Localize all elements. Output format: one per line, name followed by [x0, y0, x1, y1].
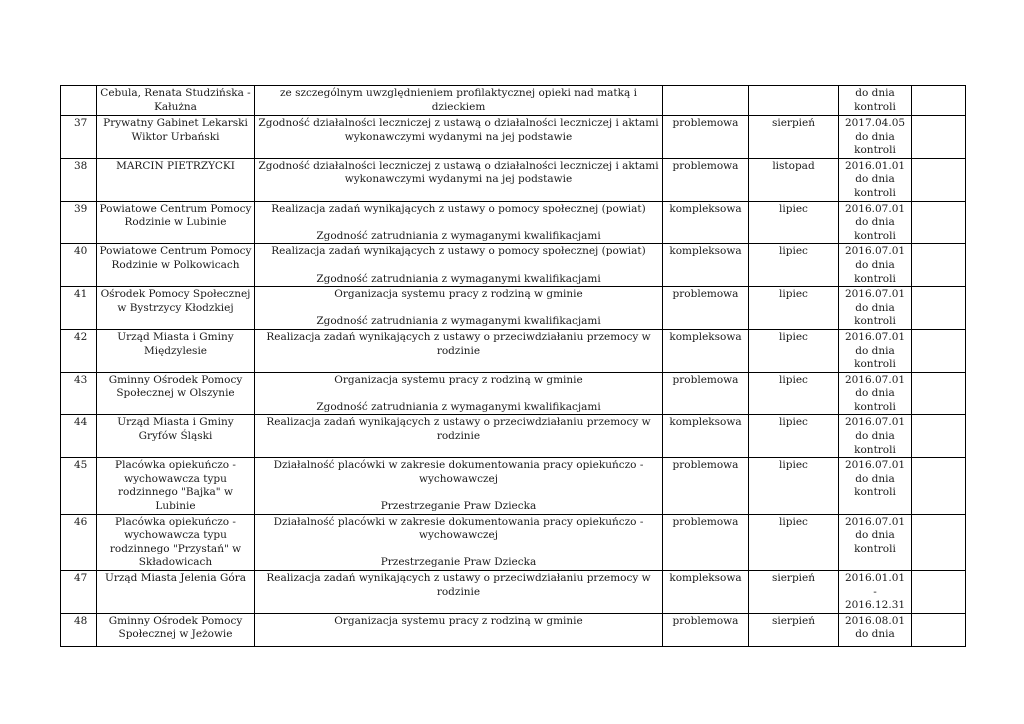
subject-text: Przestrzeganie Praw Dziecka [380, 556, 537, 569]
inspection-table [60, 85, 966, 647]
row-number-cell: 44 [61, 415, 97, 458]
period-text: 2016.07.01 [844, 330, 906, 343]
month-cell: lipiec [749, 458, 839, 514]
subject-text: Realizacja zadań wynikających z ustawy o pomocy społecznej (powiat) [271, 245, 646, 258]
subject-text: Zgodność zatrudniania z wymaganymi kwalifikacjami [316, 400, 601, 413]
subject-text: Organizacja systemu pracy z rodziną w gminie [334, 373, 583, 386]
entity-cell: Prywatny Gabinet Lekarski Wiktor Urbański [97, 116, 255, 159]
period-text: 2016.07.01 [844, 459, 906, 472]
empty-cell [912, 158, 966, 201]
table-body [61, 86, 966, 647]
subject-cell [255, 329, 663, 372]
period-cell [839, 372, 912, 415]
empty-cell [912, 458, 966, 514]
month-cell: listopad [749, 158, 839, 201]
table-row [61, 116, 966, 159]
row-number-cell: 47 [61, 571, 97, 614]
period-cell [839, 201, 912, 244]
entity-cell: Powiatowe Centrum Pomocy Rodzinie w Lubinie [97, 201, 255, 244]
period-text: 2016.01.01 [844, 159, 906, 172]
subject-text: Działalność placówki w zakresie dokumentowania pracy opiekuńczo - wychowawczej [273, 515, 644, 542]
empty-cell [912, 201, 966, 244]
entity-cell: Powiatowe Centrum Pomocy Rodzinie w Polkowicach [97, 244, 255, 287]
subject-text: Przestrzeganie Praw Dziecka [380, 500, 537, 513]
subject-cell [255, 458, 663, 514]
period-text: 2016.07.01 [844, 515, 906, 528]
month-cell: lipiec [749, 287, 839, 330]
inspection-type-cell: problemowa [663, 372, 749, 415]
subject-text: Zgodność działalności leczniczej z ustawą o działalności leczniczej i aktami wykonawczymi wydanymi na jej podstawie [258, 117, 659, 143]
period-text: 2017.04.05 [844, 117, 906, 129]
entity-cell: Urząd Miasta i Gminy Gryfów Śląski [97, 415, 255, 458]
row-number-cell: 41 [61, 287, 97, 330]
period-text: do dnia [855, 344, 895, 357]
subject-text: ze szczególnym uwzględnieniem profilaktycznej opieki nad matką i dzieckiem [280, 87, 637, 113]
inspection-type-cell: kompleksowa [663, 415, 749, 458]
inspection-type-cell: problemowa [663, 613, 749, 646]
month-cell: lipiec [749, 329, 839, 372]
entity-cell: Gminny Ośrodek Pomocy Społecznej w Olszynie [97, 372, 255, 415]
period-text: 2016.07.01 [844, 202, 906, 215]
row-number-cell [61, 86, 97, 116]
empty-cell [912, 116, 966, 159]
period-text: do dnia [855, 472, 895, 485]
period-text: 2016.07.01 [844, 416, 906, 429]
period-cell [839, 86, 912, 116]
table-row [61, 514, 966, 570]
row-number-cell: 48 [61, 613, 97, 646]
subject-text: Realizacja zadań wynikających z ustawy o pomocy społecznej (powiat) [271, 202, 646, 215]
row-number-cell: 42 [61, 329, 97, 372]
inspection-type-cell: problemowa [663, 158, 749, 201]
period-text: do dnia [855, 258, 895, 271]
table-row [61, 372, 966, 415]
paragraph-gap [257, 543, 660, 557]
empty-cell [912, 287, 966, 330]
subject-cell [255, 86, 663, 116]
subject-text: Zgodność działalności leczniczej z ustawą o działalności leczniczej i aktami wykonawczymi wydanymi na jej podstawie [258, 159, 659, 186]
period-cell [839, 329, 912, 372]
inspection-type-cell: problemowa [663, 287, 749, 330]
subject-cell [255, 514, 663, 570]
period-text: kontroli [854, 315, 896, 328]
month-cell: sierpień [749, 116, 839, 159]
table-row [61, 613, 966, 646]
empty-cell [912, 372, 966, 415]
period-text: 2016.12.31 [844, 599, 906, 612]
month-cell: lipiec [749, 201, 839, 244]
empty-cell [912, 244, 966, 287]
subject-cell [255, 287, 663, 330]
table-row [61, 158, 966, 201]
inspection-type-cell [663, 86, 749, 116]
period-text: kontroli [854, 486, 896, 499]
row-number-cell: 37 [61, 116, 97, 159]
period-text: do dnia [855, 130, 895, 143]
period-text: 2016.01.01 [844, 572, 906, 584]
month-cell [749, 86, 839, 116]
month-cell: lipiec [749, 244, 839, 287]
subject-text: Zgodność zatrudniania z wymaganymi kwalifikacjami [316, 272, 601, 285]
period-text: kontroli [854, 542, 896, 555]
entity-cell: Placówka opiekuńczo - wychowawcza typu rodzinnego "Bajka" w Lubinie [97, 458, 255, 514]
inspection-type-cell: kompleksowa [663, 571, 749, 614]
period-text: do dnia [855, 628, 895, 641]
subject-cell [255, 158, 663, 201]
inspection-type-cell: problemowa [663, 116, 749, 159]
period-text: kontroli [854, 229, 896, 242]
period-text: kontroli [854, 358, 896, 371]
period-text: do dnia [855, 87, 895, 99]
period-text: do dnia [855, 430, 895, 443]
month-cell: sierpień [749, 613, 839, 646]
period-text: 2016.07.01 [844, 288, 906, 301]
subject-text: Organizacja systemu pracy z rodziną w gminie [334, 288, 583, 301]
empty-cell [912, 415, 966, 458]
paragraph-gap [257, 259, 660, 273]
subject-cell [255, 201, 663, 244]
empty-cell [912, 86, 966, 116]
table-row [61, 201, 966, 244]
subject-text: Realizacja zadań wynikających z ustawy o przeciwdziałaniu przemocy w rodzinie [266, 416, 651, 443]
subject-text: Zgodność zatrudniania z wymaganymi kwalifikacjami [316, 315, 601, 328]
empty-cell [912, 514, 966, 570]
period-text: - [873, 585, 877, 598]
period-cell [839, 613, 912, 646]
table-row [61, 86, 966, 116]
paragraph-gap [257, 302, 660, 316]
entity-cell: Urząd Miasta Jelenia Góra [97, 571, 255, 614]
period-text: do dnia [855, 529, 895, 542]
period-cell [839, 415, 912, 458]
subject-cell [255, 372, 663, 415]
period-cell [839, 571, 912, 614]
period-text: kontroli [854, 272, 896, 285]
empty-cell [912, 613, 966, 646]
month-cell: sierpień [749, 571, 839, 614]
subject-text: Zgodność zatrudniania z wymaganymi kwalifikacjami [316, 229, 601, 242]
table-row [61, 458, 966, 514]
entity-cell: Ośrodek Pomocy Społecznej w Bystrzycy Kłodzkiej [97, 287, 255, 330]
period-text: do dnia [855, 301, 895, 314]
inspection-type-cell: kompleksowa [663, 244, 749, 287]
subject-cell [255, 613, 663, 646]
empty-cell [912, 571, 966, 614]
entity-cell: Cebula, Renata Studzińska - Kałużna [97, 86, 255, 116]
period-cell [839, 116, 912, 159]
period-text: do dnia [855, 216, 895, 229]
period-text: kontroli [854, 443, 896, 456]
subject-text: Realizacja zadań wynikających z ustawy o przeciwdziałaniu przemocy w rodzinie [266, 572, 651, 598]
subject-text: Działalność placówki w zakresie dokumentowania pracy opiekuńczo - wychowawczej [273, 459, 644, 485]
inspection-type-cell: kompleksowa [663, 329, 749, 372]
row-number-cell: 46 [61, 514, 97, 570]
period-cell [839, 287, 912, 330]
row-number-cell: 38 [61, 158, 97, 201]
period-cell [839, 158, 912, 201]
subject-text: Organizacja systemu pracy z rodziną w gminie [334, 614, 583, 627]
subject-cell [255, 415, 663, 458]
inspection-type-cell: kompleksowa [663, 201, 749, 244]
period-text: do dnia [855, 173, 895, 186]
period-cell [839, 244, 912, 287]
inspection-type-cell: problemowa [663, 514, 749, 570]
period-text: kontroli [854, 186, 896, 199]
paragraph-gap [257, 486, 660, 500]
period-text: kontroli [854, 400, 896, 413]
row-number-cell: 45 [61, 458, 97, 514]
row-number-cell: 43 [61, 372, 97, 415]
subject-text: Realizacja zadań wynikających z ustawy o przeciwdziałaniu przemocy w rodzinie [266, 330, 651, 357]
month-cell: lipiec [749, 415, 839, 458]
period-cell [839, 458, 912, 514]
month-cell: lipiec [749, 514, 839, 570]
empty-cell [912, 329, 966, 372]
table-row [61, 287, 966, 330]
row-number-cell: 40 [61, 244, 97, 287]
row-number-cell: 39 [61, 201, 97, 244]
table-row [61, 415, 966, 458]
entity-cell: Placówka opiekuńczo - wychowawcza typu rodzinnego "Przystań" w Składowicach [97, 514, 255, 570]
subject-cell [255, 116, 663, 159]
entity-cell: Urząd Miasta i Gminy Międzylesie [97, 329, 255, 372]
inspection-type-cell: problemowa [663, 458, 749, 514]
period-text: 2016.07.01 [844, 245, 906, 258]
period-cell [839, 514, 912, 570]
paragraph-gap [257, 387, 660, 401]
period-text: kontroli [854, 100, 896, 113]
subject-cell [255, 244, 663, 287]
month-cell: lipiec [749, 372, 839, 415]
period-text: 2016.08.01 [844, 614, 906, 627]
subject-cell [255, 571, 663, 614]
table-row [61, 244, 966, 287]
entity-cell: Gminny Ośrodek Pomocy Społecznej w Jeżowie [97, 613, 255, 646]
entity-cell: MARCIN PIETRZYCKI [97, 158, 255, 201]
period-text: do dnia [855, 387, 895, 400]
table-row [61, 329, 966, 372]
table-row [61, 571, 966, 614]
period-text: kontroli [854, 144, 896, 157]
paragraph-gap [257, 216, 660, 230]
period-text: 2016.07.01 [844, 373, 906, 386]
